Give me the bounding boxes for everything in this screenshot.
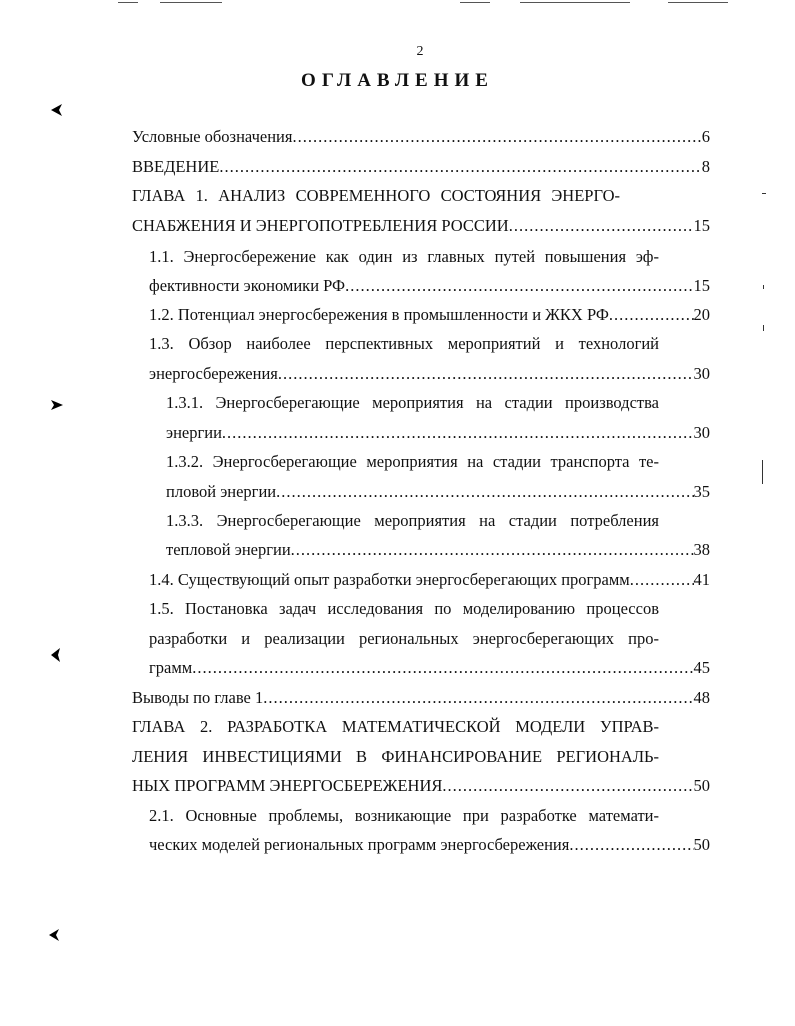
- scan-speck: [762, 193, 766, 194]
- toc-entry[interactable]: грамм ..... 45: [149, 657, 710, 679]
- toc-entry-line: разработки и реализации региональных энергосберегающих про-: [149, 629, 659, 648]
- scan-edge-line: [520, 2, 630, 3]
- toc-entry[interactable]: Выводы по главе 1 ..... 48: [132, 687, 710, 709]
- scan-edge-line: [668, 2, 728, 3]
- toc-entry-line: ГЛАВА 1. АНАЛИЗ СОВРЕМЕННОГО СОСТОЯНИЯ ЭНЕРГО-: [132, 186, 620, 205]
- toc-entry[interactable]: ВВЕДЕНИЕ ..... 8: [132, 156, 710, 178]
- toc-entry-line: ГЛАВА 2. РАЗРАБОТКА МАТЕМАТИЧЕСКОЙ МОДЕЛИ УПРАВ-: [132, 717, 659, 736]
- page-title: ОГЛАВЛЕНИЕ: [301, 70, 494, 91]
- scan-edge-line: [118, 2, 138, 3]
- toc-entry[interactable]: Условные обозначения ..... 6: [132, 126, 710, 148]
- toc-entry[interactable]: НЫХ ПРОГРАММ ЭНЕРГОСБЕРЕЖЕНИЯ ..... 50: [132, 775, 710, 797]
- toc-entry[interactable]: пловой энергии ..... 35: [166, 481, 710, 503]
- toc-entry[interactable]: 1.4. Существующий опыт разработки энергосберегающих программ ..... 41: [149, 569, 710, 591]
- toc-entry-line: 1.3.2. Энергосберегающие мероприятия на стадии транспорта те-: [166, 452, 659, 471]
- toc-entry-line: 1.3.1. Энергосберегающие мероприятия на стадии производства: [166, 393, 659, 412]
- toc-entry[interactable]: тепловой энергии ..... 38: [166, 539, 710, 561]
- toc-entry-line: 1.5. Постановка задач исследования по моделированию процессов: [149, 599, 659, 618]
- toc-entry-line: 2.1. Основные проблемы, возникающие при разработке математи-: [149, 806, 659, 825]
- page-number: 2: [416, 44, 424, 59]
- toc-entry-line: 1.3. Обзор наиболее перспективных мероприятий и технологий: [149, 334, 659, 353]
- toc-entry[interactable]: фективности экономики РФ ..... 15: [149, 275, 710, 297]
- binding-mark-icon: [50, 103, 64, 117]
- scan-edge-line: [160, 2, 222, 3]
- toc-entry-line: ЛЕНИЯ ИНВЕСТИЦИЯМИ В ФИНАНСИРОВАНИЕ РЕГИОНАЛЬ-: [132, 747, 659, 766]
- binding-mark-icon: [48, 928, 62, 942]
- binding-mark-icon: [50, 398, 64, 412]
- toc-entry-line: 1.3.3. Энергосберегающие мероприятия на стадии потребления: [166, 511, 659, 530]
- toc-entry[interactable]: ческих моделей региональных программ энергосбережения ..... 50: [149, 834, 710, 856]
- toc-entry[interactable]: энергии ..... 30: [166, 422, 710, 444]
- scan-speck: [762, 460, 763, 484]
- scan-speck: [763, 285, 764, 289]
- binding-mark-icon: [50, 648, 64, 662]
- scan-speck: [763, 325, 764, 331]
- toc-entry[interactable]: 1.2. Потенциал энергосбережения в промышленности и ЖКХ РФ ..... 20: [149, 304, 710, 326]
- toc-entry[interactable]: энергосбережения ..... 30: [149, 363, 710, 385]
- toc-entry-line: 1.1. Энергосбережение как один из главных путей повышения эф-: [149, 247, 659, 266]
- toc-entry[interactable]: СНАБЖЕНИЯ И ЭНЕРГОПОТРЕБЛЕНИЯ РОССИИ ..... 15: [132, 215, 710, 237]
- scan-edge-line: [460, 2, 490, 3]
